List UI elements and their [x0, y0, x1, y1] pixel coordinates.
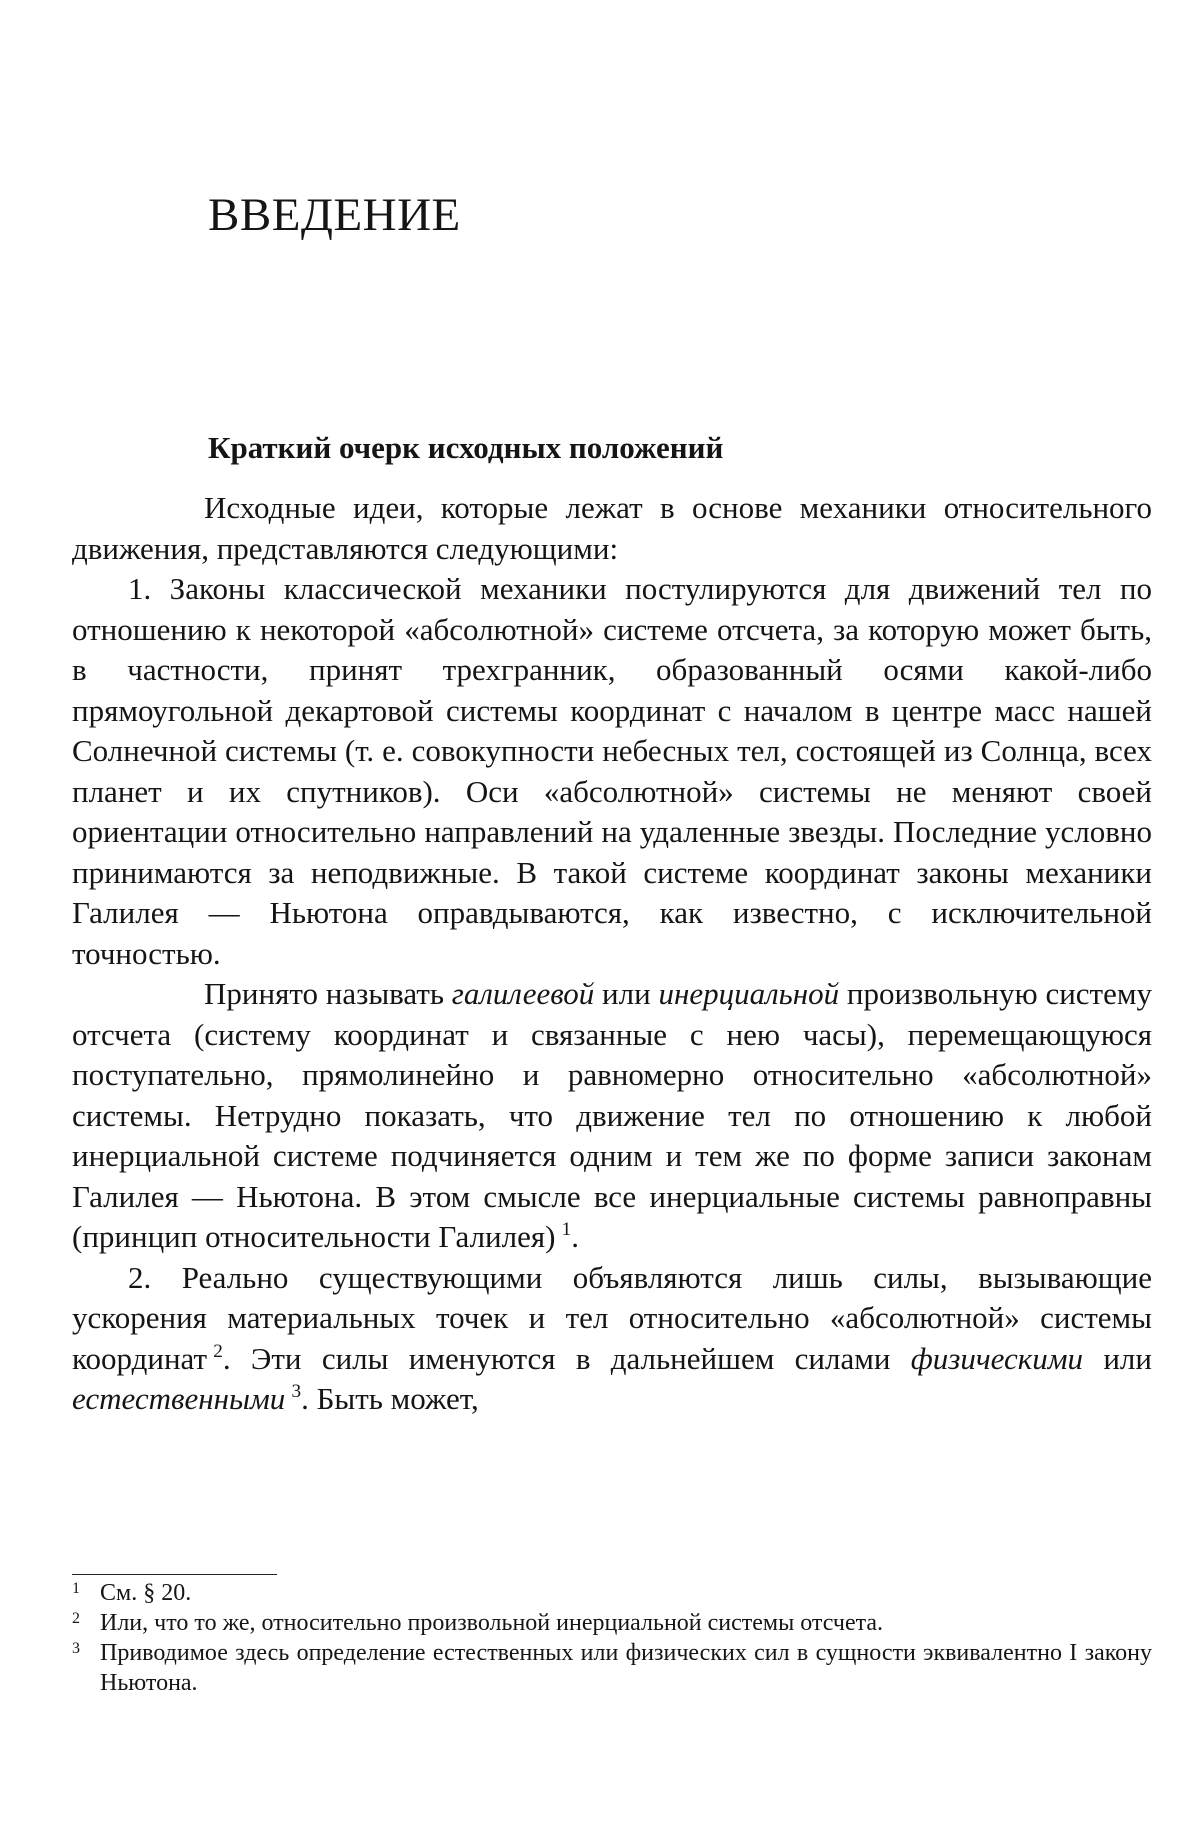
paragraph-text: Принято называть: [204, 976, 452, 1011]
term-physical: физическими: [910, 1340, 1084, 1376]
paragraph-text: или: [594, 976, 659, 1011]
paragraph-text: или: [1083, 1340, 1152, 1376]
term-galilean: галилеевой: [451, 976, 595, 1011]
paragraph-text: 2. Реально существующими объявляются лишь силы, вызывающие ускорения материальных точек и тел относительно «абсолютной» системы координат: [72, 1259, 1152, 1376]
chapter-title: ВВЕДЕНИЕ: [208, 189, 461, 241]
footnote-ref: 3: [291, 1381, 302, 1403]
paragraph-text: . Быть может,: [301, 1381, 479, 1416]
footnote-ref: 1: [561, 1219, 572, 1241]
term-inertial: инерциальной: [658, 976, 840, 1011]
footnotes: [72, 1578, 1152, 1698]
section-heading: Краткий очерк исходных положений: [208, 430, 724, 465]
footnote-number: 2: [72, 1610, 80, 1627]
paragraph-point-1: 1. Законы классической механики постулируются для движений тел по отношению к некоторой «абсолютной» системе отсчета, за которую может быть, в частности, принят трехгранник, образованный осями какой-либо прямоугольной декартовой системы координат с началом в центре масс нашей Солнечной системы (т. е. совокупности небесных тел, состоящей из Солнца, всех планет и их спутников). Оси «абсолютной» системы не меняют своей ориентации относительно направлений на удаленные звезды. Последние условно принимаются за неподвижные. В такой системе координат законы механики Галилея — Ньютона оправдываются, как известно, с исключительной точностью.: [72, 571, 1152, 971]
footnote-text: Приводимое здесь определение естественных или физических сил в сущности эквивалентно I закону Ньютона.: [100, 1640, 1152, 1696]
footnote-text: См. § 20.: [100, 1580, 192, 1606]
footnote-ref: 2: [213, 1340, 223, 1362]
footnote: [72, 1638, 1152, 1698]
paragraph-inertial-frames: [72, 974, 1152, 1258]
paragraph-text: .: [571, 1219, 580, 1254]
footnote-number: 3: [72, 1640, 80, 1657]
footnote: [72, 1608, 1152, 1638]
footnote-number: 1: [72, 1580, 80, 1597]
paragraph-text: произвольную систему отсчета (систему координат и связанные с нею часы), перемещающуюся поступательно, прямолинейно и равномерно относительно «абсолютной» системы. Нетрудно показать, что движение тел по отношению к любой инерциальной системе подчиняется одним и тем же по форме записи законам Галилея — Ньютона. В этом смысле все инерциальные системы равноправны (принцип относительности Галилея): [72, 976, 1152, 1254]
main-text: [72, 488, 1152, 1420]
footnote-divider: [72, 1574, 277, 1575]
term-natural: естественными: [72, 1381, 286, 1416]
footnote: [72, 1578, 1152, 1608]
footnote-text: Или, что то же, относительно произвольной инерциальной системы отсчета.: [100, 1610, 884, 1636]
paragraph-intro: Исходные идеи, которые лежат в основе механики относительного движения, представляются следующими:: [72, 490, 1152, 566]
paragraph-text: . Эти силы именуются в дальнейшем силами: [222, 1340, 911, 1376]
paragraph-point-2: [72, 1258, 1152, 1420]
